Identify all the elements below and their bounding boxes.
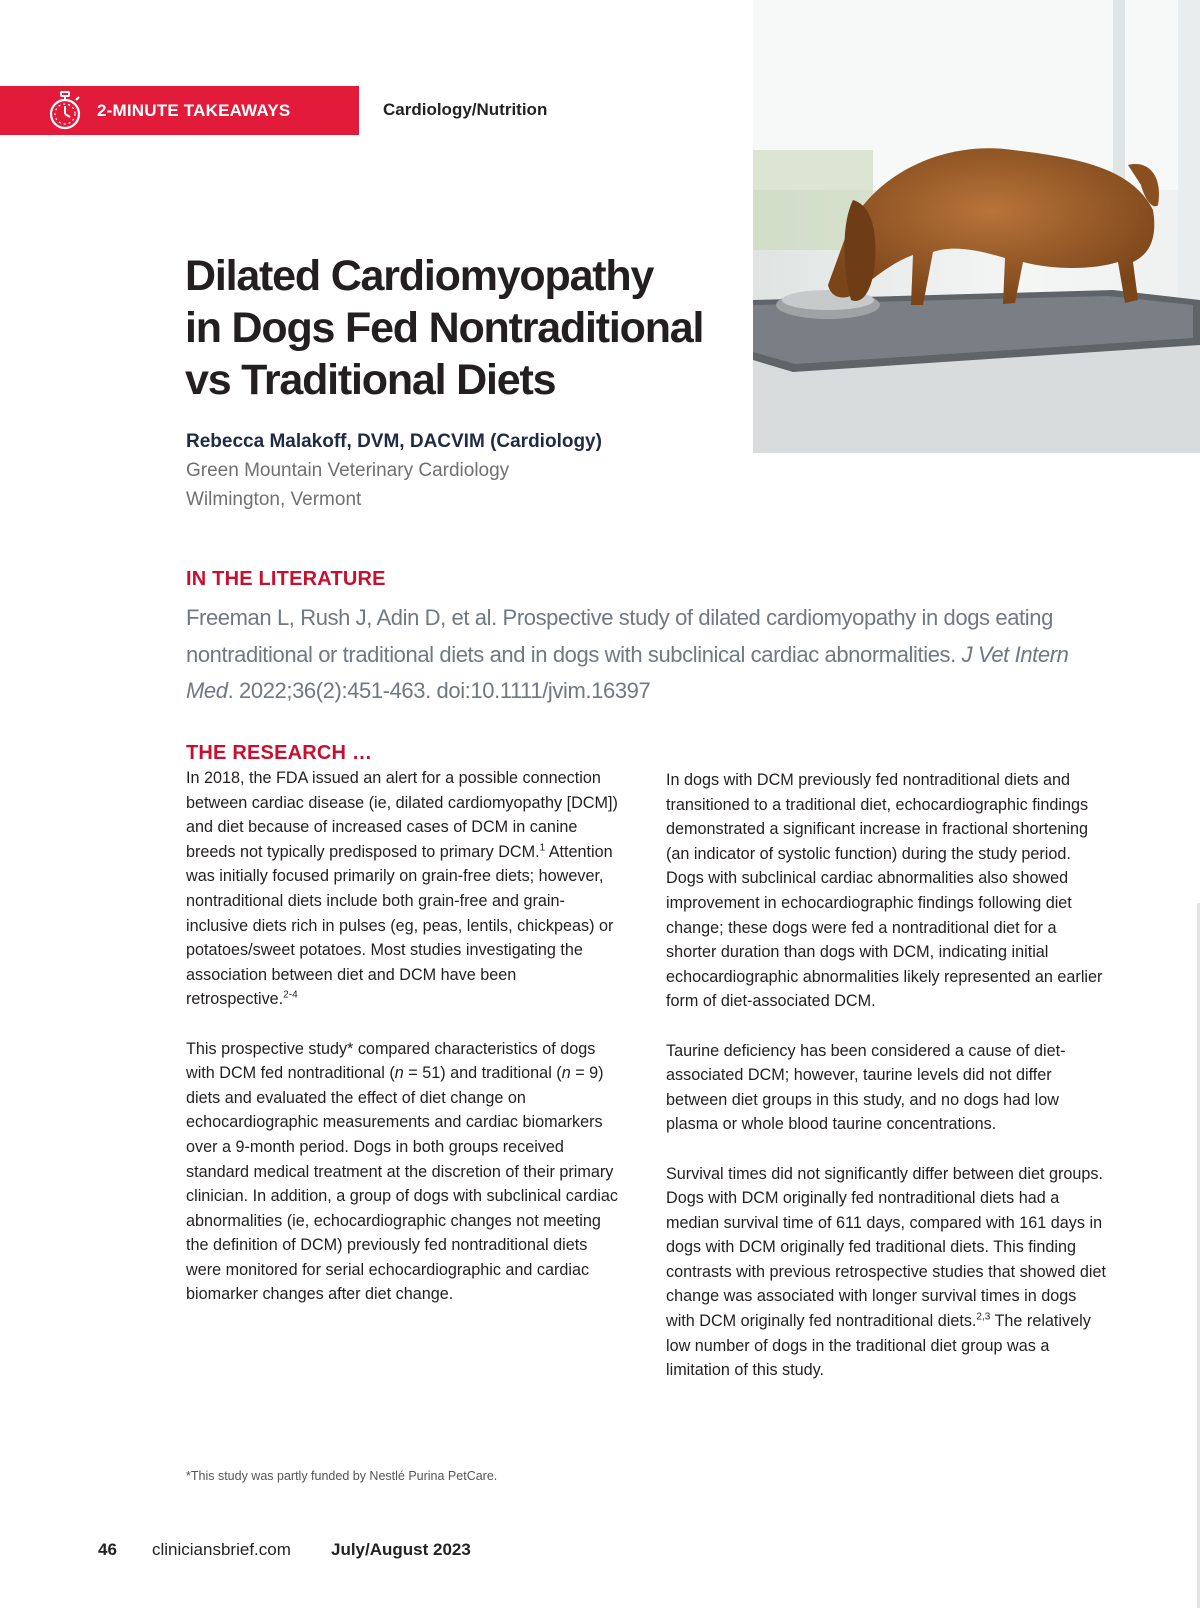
paragraph: Taurine deficiency has been considered a cause of diet-associated DCM; however, taurine levels did not differ between diet groups in this study, and no dogs had low plasma or whole blood taurine concentrations. [666, 1041, 1066, 1134]
issue-date: July/August 2023 [331, 1540, 471, 1559]
literature-heading: IN THE LITERATURE [186, 568, 386, 590]
text: In 2018, the FDA issued an alert for a possible connection between cardiac disease (ie, dilated cardiomyopathy [DCM]) and diet because of increased cases of DCM in canine breeds not typically predisposed to primary DCM. [186, 769, 618, 861]
footnote: *This study was partly funded by Nestlé Purina PetCare. [186, 1469, 498, 1483]
text: = 9) diets and evaluated the effect of diet change on echocardiographic measurements and cardiac biomarkers over a 9-month period. Dogs in both groups received standard medical treatment at the discretion of their primary clinician. In addition, a group of dogs with subclinical cardiac abnormalities (ie, echocardiographic changes not meeting the definition of DCM) previously fed nontraditional diets were monitored for serial echocardiographic and cardiac biomarker changes after diet change. [186, 1064, 618, 1304]
left-column [186, 766, 626, 1332]
category-label: Cardiology/Nutrition [383, 100, 548, 119]
title-line: vs Traditional Diets [185, 356, 556, 404]
site-link[interactable]: cliniciansbrief.com [152, 1540, 291, 1559]
banner-label: 2-MINUTE TAKEAWAYS [97, 100, 291, 120]
title-line: Dilated Cardiomyopathy [185, 252, 654, 300]
variable-n: n [394, 1064, 404, 1083]
author-location: Wilmington, Vermont [186, 489, 362, 510]
text: = 51) and traditional ( [403, 1064, 562, 1083]
research-heading: THE RESEARCH … [186, 742, 373, 764]
author-affiliation: Green Mountain Veterinary Cardiology [186, 460, 510, 481]
article-title [185, 250, 745, 406]
citation [186, 600, 1086, 710]
stopwatch-icon [47, 91, 83, 131]
paragraph [186, 1037, 626, 1308]
paragraph: In dogs with DCM previously fed nontraditional diets and transitioned to a traditional diet, echocardiographic findings demonstrated a significant increase in fractional shortening (an indicator of systolic function) during the study period. Dogs with subclinical cardiac abnormalities also showed improvement in echocardiographic findings following diet change; these dogs were fed a nontraditional diet for a shorter duration than dogs with DCM, indicating initial echocardiographic abnormalities likely represented an earlier form of diet-associated DCM. [666, 771, 1103, 1011]
page-number: 46 [98, 1540, 117, 1559]
author-name: Rebecca Malakoff, DVM, DACVIM (Cardiology) [186, 431, 602, 452]
paragraph [666, 1162, 1106, 1383]
paragraph [186, 766, 626, 1012]
takeaways-banner [0, 86, 359, 135]
text: The relatively low number of dogs in the traditional diet group was a limitation of this study. [666, 1312, 1091, 1380]
reference-mark: 2-4 [283, 989, 298, 1001]
title-line: in Dogs Fed Nontraditional [185, 304, 704, 352]
citation-details: . 2022;36(2):451-463. doi:10.1111/jvim.16397 [227, 678, 651, 703]
dog-photo [753, 0, 1200, 453]
right-column [666, 768, 1106, 1407]
text: Attention was initially focused primarily on grain-free diets; however, nontraditional diets include both grain-free and grain-inclusive diets rich in pulses (eg, peas, lentils, chickpeas) or potatoes/sweet potatoes. Most studies investigating the association between diet and DCM have been retrospective. [186, 842, 614, 1009]
text: Survival times did not significantly differ between diet groups. Dogs with DCM originally fed nontraditional diets had a median survival time of 611 days, compared with 161 days in dogs with DCM originally fed traditional diets. This finding contrasts with previous retrospective studies that showed diet change was associated with longer survival times in dogs with DCM originally fed nontraditional diets. [666, 1164, 1106, 1331]
variable-n: n [561, 1064, 571, 1083]
reference-mark: 1 [539, 842, 546, 854]
journal-name: J Vet Intern Med [186, 641, 1069, 703]
citation-text: Freeman L, Rush J, Adin D, et al. Prospective study of dilated cardiomyopathy in dogs eating nontraditional or traditional diets and in dogs with subclinical cardiac abnormalities. [186, 605, 1053, 667]
text: This prospective study* compared characteristics of dogs with DCM fed nontraditional ( [186, 1039, 596, 1083]
reference-mark: 2,3 [976, 1311, 991, 1323]
